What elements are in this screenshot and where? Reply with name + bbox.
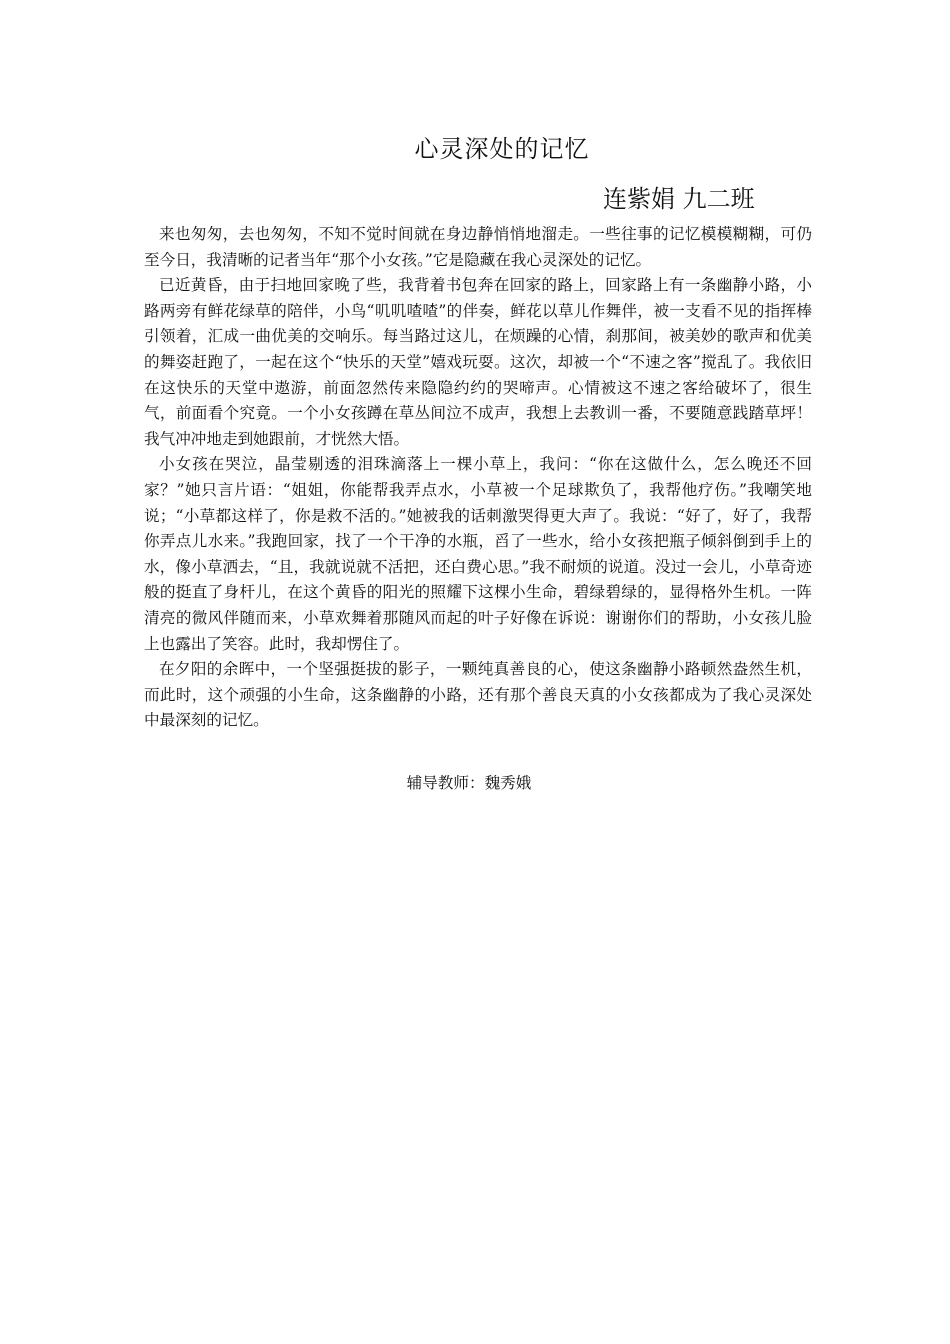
document-title: 心灵深处的记忆 [414, 135, 590, 163]
paragraph-3: 小女孩在哭泣，晶莹剔透的泪珠滴落上一棵小草上，我问：“你在这做什么，怎么晚还不回家？”她只言片语：“姐姐，你能帮我弄点水，小草被一个足球欺负了，我帮他疗伤。”我嘲笑地说；“小草都这样了，你是救不活的。”她被我的话刺激哭得更大声了。我说：“好了，好了，我帮你弄点儿水来。”我跑回家，找了一个干净的水瓶，舀了一些水，给小女孩把瓶子倾斜倒到手上的水，像小草洒去，“且，我就说就不活把，还白费心思。”我不耐烦的说道。没过一会儿，小草奇迹般的挺直了身杆儿，在这个黄昏的阳光的照耀下这棵小生命，碧绿碧绿的，显得格外生机。一阵清亮的微风伴随而来，小草欢舞着那随风而起的叶子好像在诉说：谢谢你们的帮助，小女孩儿脸上也露出了笑容。此时，我却愣住了。 [144, 455, 812, 653]
teacher-credit: 辅导教师：魏秀娥 [406, 774, 532, 792]
paragraph-2: 已近黄昏，由于扫地回家晚了些，我背着书包奔在回家的路上，回家路上有一条幽静小路，小路两旁有鲜花绿草的陪伴，小鸟“叽叽喳喳”的伴奏，鲜花以草儿作舞伴，被一支看不见的指挥棒引领着，汇成一曲优美的交响乐。每当路过这儿，在烦躁的心情，刹那间，被美妙的歌声和优美的舞姿赶跑了，一起在这个“快乐的天堂”嬉戏玩耍。这次，却被一个“不速之客”搅乱了。我依旧在这快乐的天堂中遨游，前面忽然传来隐隐约约的哭啼声。心情被这不速之客给破坏了，很生气，前面看个究竟。一个小女孩蹲在草丛间泣不成声，我想上去教训一番，不要随意践踏草坪！我气冲冲地走到她跟前，才恍然大悟。 [144, 276, 812, 448]
author-line: 连紫娟 九二班 [603, 185, 755, 213]
paragraph-1: 来也匆匆，去也匆匆，不知不觉时间就在身边静悄悄地溜走。一些往事的记忆模模糊糊，可仍至今日，我清晰的记者当年“那个小女孩。”它是隐藏在我心灵深处的记忆。 [144, 225, 812, 269]
paragraph-4: 在夕阳的余晖中，一个坚强挺拔的影子，一颗纯真善良的心，使这条幽静小路顿然盎然生机，而此时，这个顽强的小生命，这条幽静的小路，还有那个善良天真的小女孩都成为了我心灵深处中最深刻的记忆。 [144, 660, 812, 730]
essay-body [144, 222, 812, 734]
